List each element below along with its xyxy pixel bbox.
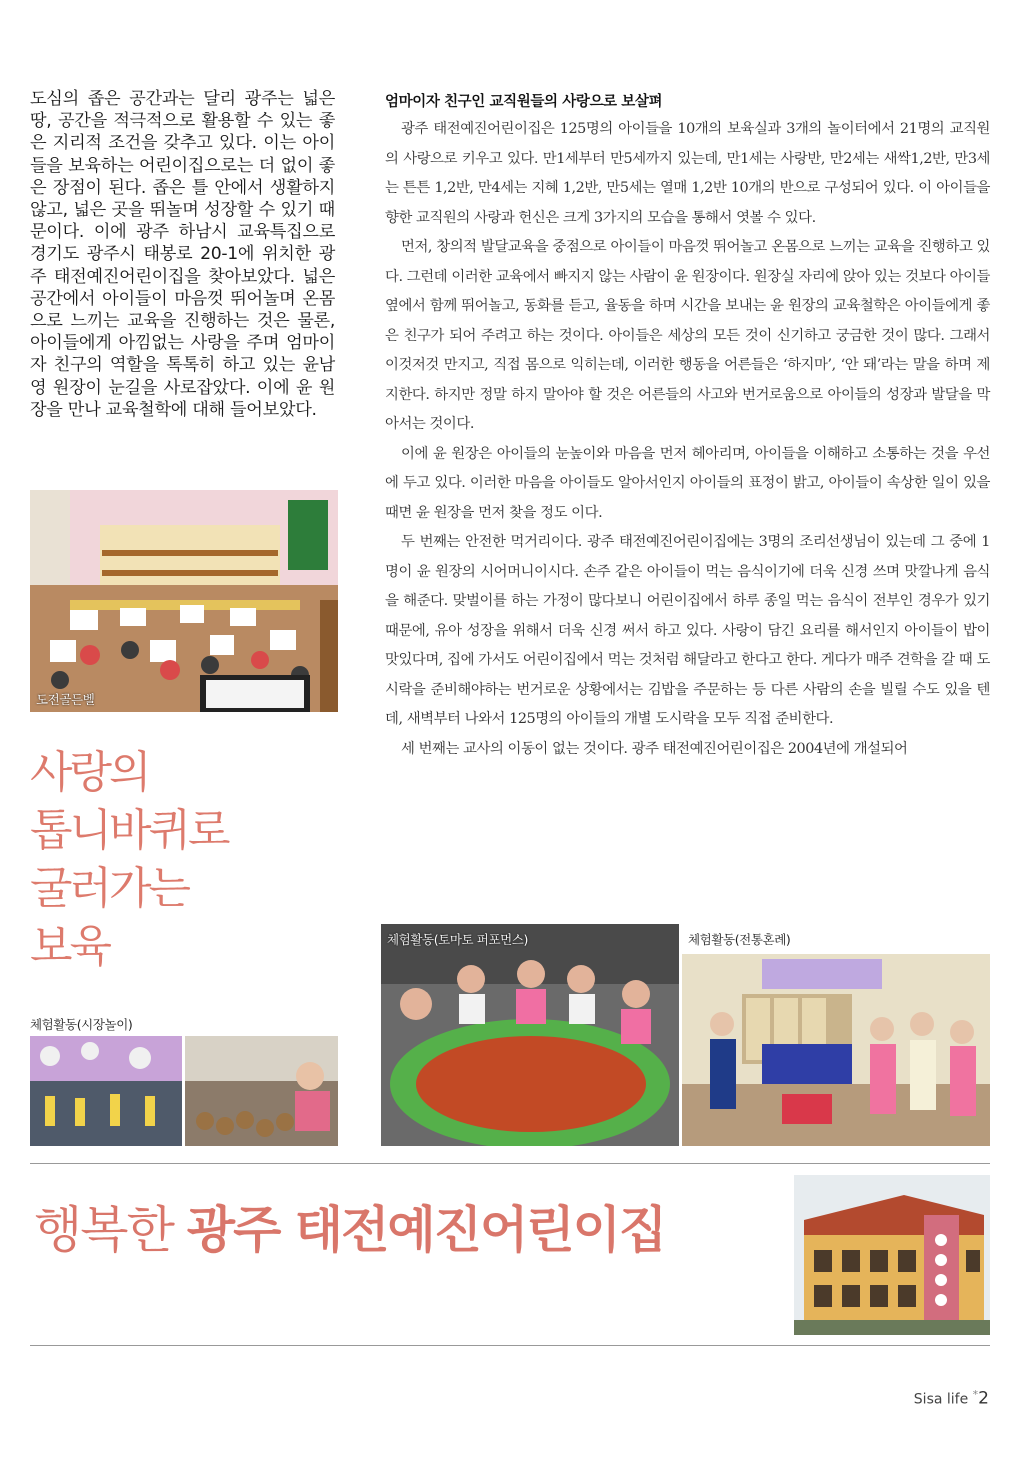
pull-quote-line: 사랑의 — [30, 747, 149, 798]
article-paragraph: 먼저, 창의적 발달교육을 중점으로 아이들이 마음껏 뛰어놀고 온몸으로 느끼는 교육을 진행하고 있다. 그런데 이러한 교육에서 빠지지 않는 사람이 윤 원장이다. 원장실 자리에 앉아 있는 것보다 아이들 옆에서 함께 뛰어놀고, 동화를 듣고, 율동을 하며 시간을 보내는 윤 원장의 교육철학은 아이들에게 좋은 친구가 되어 주려고 하는 것이다. 아이들은 세상의 모든 것이 신기하고 궁금한 것이 많다. 그래서 이것저것 만지고, 직접 몸으로 익히는데, 이러한 행동을 어른들은 ‘하지마’, ‘안 돼’라는 말을 하며 제지한다. 하지만 정말 하지 말아야 할 것은 어른들의 사고와 번거로움으로 아이들의 성장과 발달을 막아서는 것이다. — [385, 239, 990, 432]
article-heading: 엄마이자 친구인 교직원들의 사랑으로 보살펴 — [385, 94, 663, 110]
wedding-photo — [682, 924, 990, 1146]
headline-prefix: 행복한 — [34, 1201, 187, 1259]
footer-star: * — [972, 1388, 979, 1401]
page-number: 2 — [978, 1388, 989, 1409]
article — [385, 90, 990, 764]
footer-brand: Sisa life — [913, 1391, 969, 1408]
page-footer — [914, 1388, 989, 1409]
article-paragraph: 광주 태전예진어린이집은 125명의 아이들을 10개의 보육실과 3개의 놀이터에서 21명의 교직원의 사랑으로 키우고 있다. 만1세부터 만5세까지 있는데, 만1세는 사랑반, 만2세는 새싹1,2반, 만3세는 튼튼 1,2반, 만4세는 지혜 1,2반, 만5세는 열매 1,2반 10개의 반으로 구성되어 있다. 이 아이들을 향한 교직원의 사랑과 헌신은 크게 3가지의 모습을 통해서 엿볼 수 있다. — [385, 121, 990, 226]
tomato-photo — [381, 924, 679, 1146]
golden-bell-photo — [30, 490, 338, 712]
divider-top — [30, 1163, 990, 1164]
pull-quote-line: 굴러가는 — [30, 863, 189, 914]
photo-caption: 체험활동(토마토 퍼포먼스) — [387, 932, 528, 947]
photo-caption: 체험활동(전통혼례) — [688, 932, 791, 947]
pull-quote — [30, 744, 360, 976]
headline-bold: 광주 태전예진어린이집 — [186, 1201, 666, 1259]
pull-quote-line: 톱니바퀴로 — [30, 805, 228, 856]
market-photo — [30, 1036, 338, 1146]
intro-text: 도심의 좁은 공간과는 달리 광주는 넓은 땅, 공간을 적극적으로 활용할 수 있는 좋은 지리적 조건을 갖추고 있다. 이는 아이들을 보육하는 어린이집으로는 더 없이 좋은 장점이 된다. 좁은 틀 안에서 생활하지 않고, 넓은 곳을 뛰놀며 성장할 수 있기 때문이다. 이에 광주 하남시 교육특집으로 경기도 광주시 태봉로 20-1에 위치한 광주 태전예진어린이집을 찾아보았다. 넓은 공간에서 아이들이 마음껏 뛰어놀며 온몸으로 느끼는 교육을 진행하는 것은 물론, 아이들에게 아낌없는 사랑을 주며 엄마이자 친구의 역할을 톡톡히 하고 있는 윤남영 원장이 눈길을 사로잡았다. 이에 윤 원장을 만나 교육철학에 대해 들어보았다. — [30, 89, 335, 420]
building-photo — [794, 1175, 990, 1335]
pull-quote-line: 보육 — [30, 921, 110, 972]
headline — [34, 1190, 665, 1262]
article-paragraph: 세 번째는 교사의 이동이 없는 것이다. 광주 태전예진어린이집은 2004년에 개설되어 — [401, 740, 908, 757]
divider-bottom — [30, 1345, 990, 1346]
article-paragraph: 두 번째는 안전한 먹거리이다. 광주 태전예진어린이집에는 3명의 조리선생님이 있는데 그 중에 1명이 윤 원장의 시어머니이시다. 손주 같은 아이들이 먹는 음식이기에 더욱 신경 쓰며 맛깔나게 음식을 해준다. 맞벌이를 하는 가정이 많다보니 어린이집에서 하루 종일 먹는 음식이 전부인 경우가 있기 때문에, 유아 성장을 위해서 더욱 신경 써서 하고 있다. 사랑이 담긴 요리를 해서인지 아이들이 밥이 맛있다며, 집에 가서도 어린이집에서 먹는 것처럼 해달라고 한다고 한다. 게다가 매주 견학을 갈 때 도시락을 준비해야하는 번거로운 상황에서는 김밥을 주문하는 등 다른 사람의 손을 빌릴 수도 있을 텐데, 새벽부터 나와서 125명의 아이들의 개별 도시락을 모두 직접 준비한다. — [385, 534, 990, 727]
article-paragraph: 이에 윤 원장은 아이들의 눈높이와 마음을 먼저 헤아리며, 아이들을 이해하고 소통하는 것을 우선에 두고 있다. 이러한 마음을 아이들도 알아서인지 아이들의 표정이 밝고, 아이들이 속상한 일이 있을 때면 윤 원장을 먼저 찾을 정도 이다. — [385, 445, 990, 521]
photo-caption: 체험활동(시장놀이) — [30, 1017, 133, 1032]
photo-caption: 도전골든벨 — [36, 692, 95, 707]
